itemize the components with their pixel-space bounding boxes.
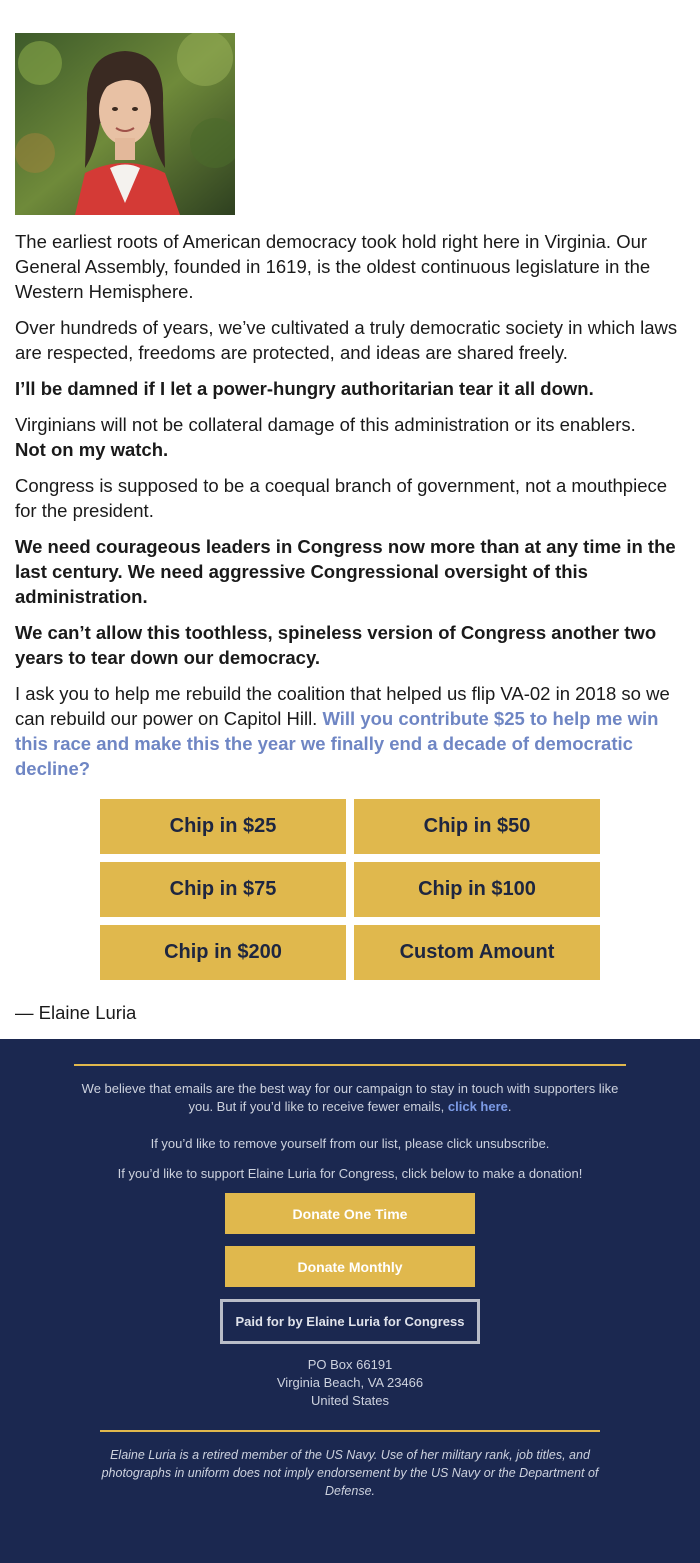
chip-75-button[interactable]: Chip in $75 xyxy=(100,862,346,917)
signature: — Elaine Luria xyxy=(15,1002,137,1023)
mailing-address xyxy=(0,1356,700,1410)
chip-50-button[interactable]: Chip in $50 xyxy=(354,799,600,854)
donate-one-time-button[interactable]: Donate One Time xyxy=(225,1193,475,1234)
paragraph-roots: The earliest roots of American democracy took hold right here in Virginia. Our General Assembly, founded in 1619, is the oldest continuous legislature in the Western Hemisphere. xyxy=(15,231,651,302)
support-text: If you’d like to support Elaine Luria for Congress, click below to make a donation! xyxy=(117,1166,583,1181)
navy-disclaimer: Elaine Luria is a retired member of the US Navy. Use of her military rank, job titles, and photographs in uniform does not imply endorsement by the US Navy or the Department of Defense. xyxy=(101,1448,599,1498)
paragraph-virginians xyxy=(15,412,685,462)
paragraph-leaders: We need courageous leaders in Congress now more than at any time in the last century. We need aggressive Congressional oversight of this administration. xyxy=(15,536,676,607)
paragraph-ask xyxy=(15,681,685,781)
custom-amount-button[interactable]: Custom Amount xyxy=(354,925,600,980)
address-line-2: Virginia Beach, VA 23466 xyxy=(276,1375,424,1390)
paragraph-damned: I’ll be damned if I let a power-hungry authoritarian tear it all down. xyxy=(15,378,594,399)
footer xyxy=(0,1039,700,1563)
emails-text xyxy=(75,1080,625,1116)
emails-period: . xyxy=(507,1099,512,1114)
candidate-photo xyxy=(15,33,235,215)
paragraph-toothless: We can’t allow this toothless, spineless version of Congress another two years to tear down our democracy. xyxy=(15,622,657,668)
address-line-1: PO Box 66191 xyxy=(307,1357,393,1372)
footer-bottom-rule xyxy=(100,1430,600,1432)
footer-top-rule xyxy=(74,1064,626,1066)
ask-text: I ask you to help me rebuild the coalition that helped us flip VA-02 in 2018 so we can rebuild our power on Capitol Hill. xyxy=(15,683,670,729)
paragraph-congress: Congress is supposed to be a coequal branch of government, not a mouthpiece for the president. xyxy=(15,475,668,521)
chip-100-button[interactable]: Chip in $100 xyxy=(354,862,600,917)
unsubscribe-text: If you’d like to remove yourself from our list, please click unsubscribe. xyxy=(150,1136,550,1151)
emails-body: We believe that emails are the best way for our campaign to stay in touch with supporters like you. But if you’d like to receive fewer emails, xyxy=(81,1081,619,1114)
address-line-3: United States xyxy=(310,1393,390,1408)
click-here-link[interactable]: click here xyxy=(447,1099,508,1114)
paid-for-box: Paid for by Elaine Luria for Congress xyxy=(220,1299,480,1344)
paragraph-history: Over hundreds of years, we’ve cultivated a truly democratic society in which laws are respected, freedoms are protected, and ideas are shared freely. xyxy=(15,317,678,363)
donation-grid xyxy=(100,799,600,980)
chip-25-button[interactable]: Chip in $25 xyxy=(100,799,346,854)
not-on-my-watch: Not on my watch. xyxy=(15,439,169,460)
virginians-text: Virginians will not be collateral damage of this administration or its enablers. xyxy=(15,414,636,435)
contribute-link[interactable]: Will you contribute $25 to help me win this race and make this the year we finally end a decade of democratic decline? xyxy=(15,708,659,779)
donate-monthly-button[interactable]: Donate Monthly xyxy=(225,1246,475,1287)
chip-200-button[interactable]: Chip in $200 xyxy=(100,925,346,980)
